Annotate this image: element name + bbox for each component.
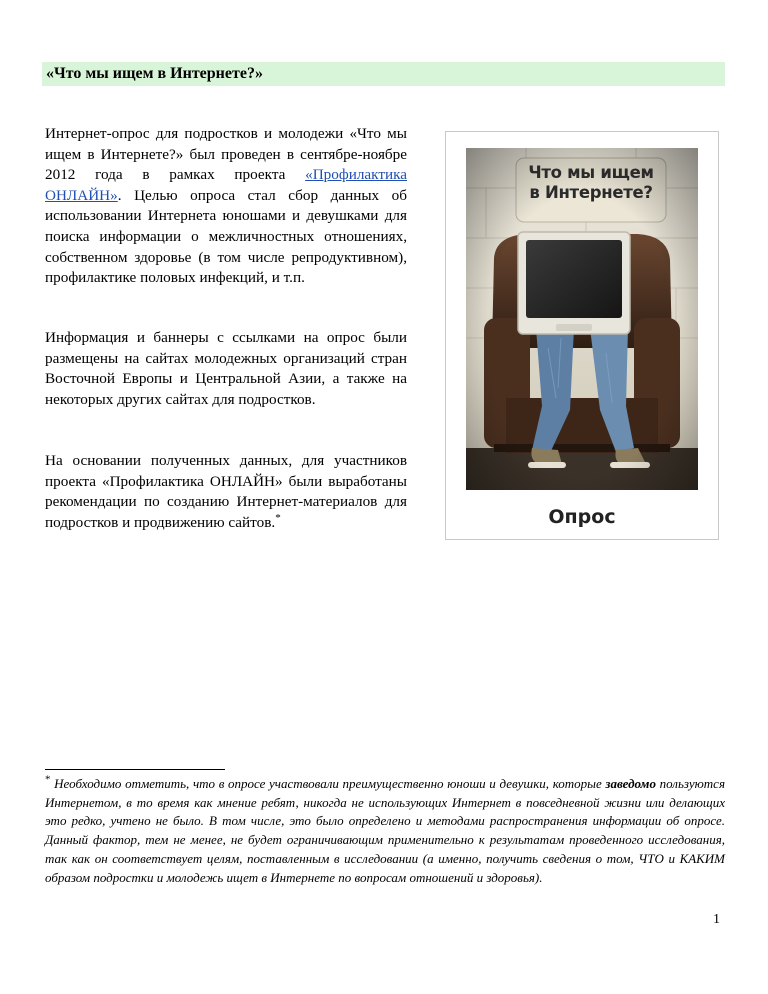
cover-sign-text [516, 163, 666, 203]
project-link[interactable]: «Профилактика ОНЛАЙН» [45, 166, 407, 204]
page-title: «Что мы ищем в Интернете?» [42, 62, 725, 86]
footnote-separator [45, 769, 225, 770]
intro-text-continued: . Целью опроса стал сбор данных об использовании Интернета юношами и девушками для поиска информации о межличностных отношениях, собственном здоровье (в том числе репродуктивном), профилактике половых инфекций, и т.п. [45, 186, 407, 287]
recommendations-paragraph [45, 451, 407, 533]
footnote-text-end: пользуются Интернетом, в то время как мнение ребят, никогда не использующих Интернет в повседневной жизни или делающих это редко, учтено не было. В том числе, это было определено и методами распространения информации об опросе. Данный фактор, тем не менее, не будет ограничивающим применительно к результатам проведенного исследования, так как он соответствует целям, поставленным в исследовании (а именно, получить сведения о том, ЧТО и КАКИМ образом подростки и молодежь ищет в Интернете по вопросам отношений и здоровья). [45, 776, 725, 885]
footnote-emphasis: заведомо [605, 776, 656, 791]
footnote-text-start: Необходимо отметить, что в опросе участвовали преимущественно юноши и девушки, которые [50, 776, 606, 791]
intro-text: Интернет-опрос для подростков и молодежи «Что мы ищем в Интернете?» был проведен в сентябре-ноябре 2012 года в рамках проекта [45, 125, 407, 184]
recommendations-text: На основании полученных данных, для участников проекта «Профилактика ОНЛАЙН» были выработаны рекомендации по созданию Интернет-материалов для подростков и продвижению сайтов. [45, 452, 407, 531]
cover-sign-line2: в Интернете? [529, 183, 653, 202]
intro-paragraph [45, 124, 407, 289]
footnote-reference[interactable]: * [275, 511, 281, 524]
cover-footer-label: Опрос [548, 506, 616, 528]
footnote-marker: * [45, 773, 51, 786]
page-number: 1 [713, 912, 720, 927]
distribution-paragraph: Информация и баннеры с ссылками на опрос были размещены на сайтах молодежных организаций стран Восточной Европы и Центральной Азии, а также на некоторых других сайтах для подростков. [45, 329, 407, 408]
cover-sign-line1: Что мы ищем [528, 163, 654, 182]
footnote [45, 775, 725, 887]
